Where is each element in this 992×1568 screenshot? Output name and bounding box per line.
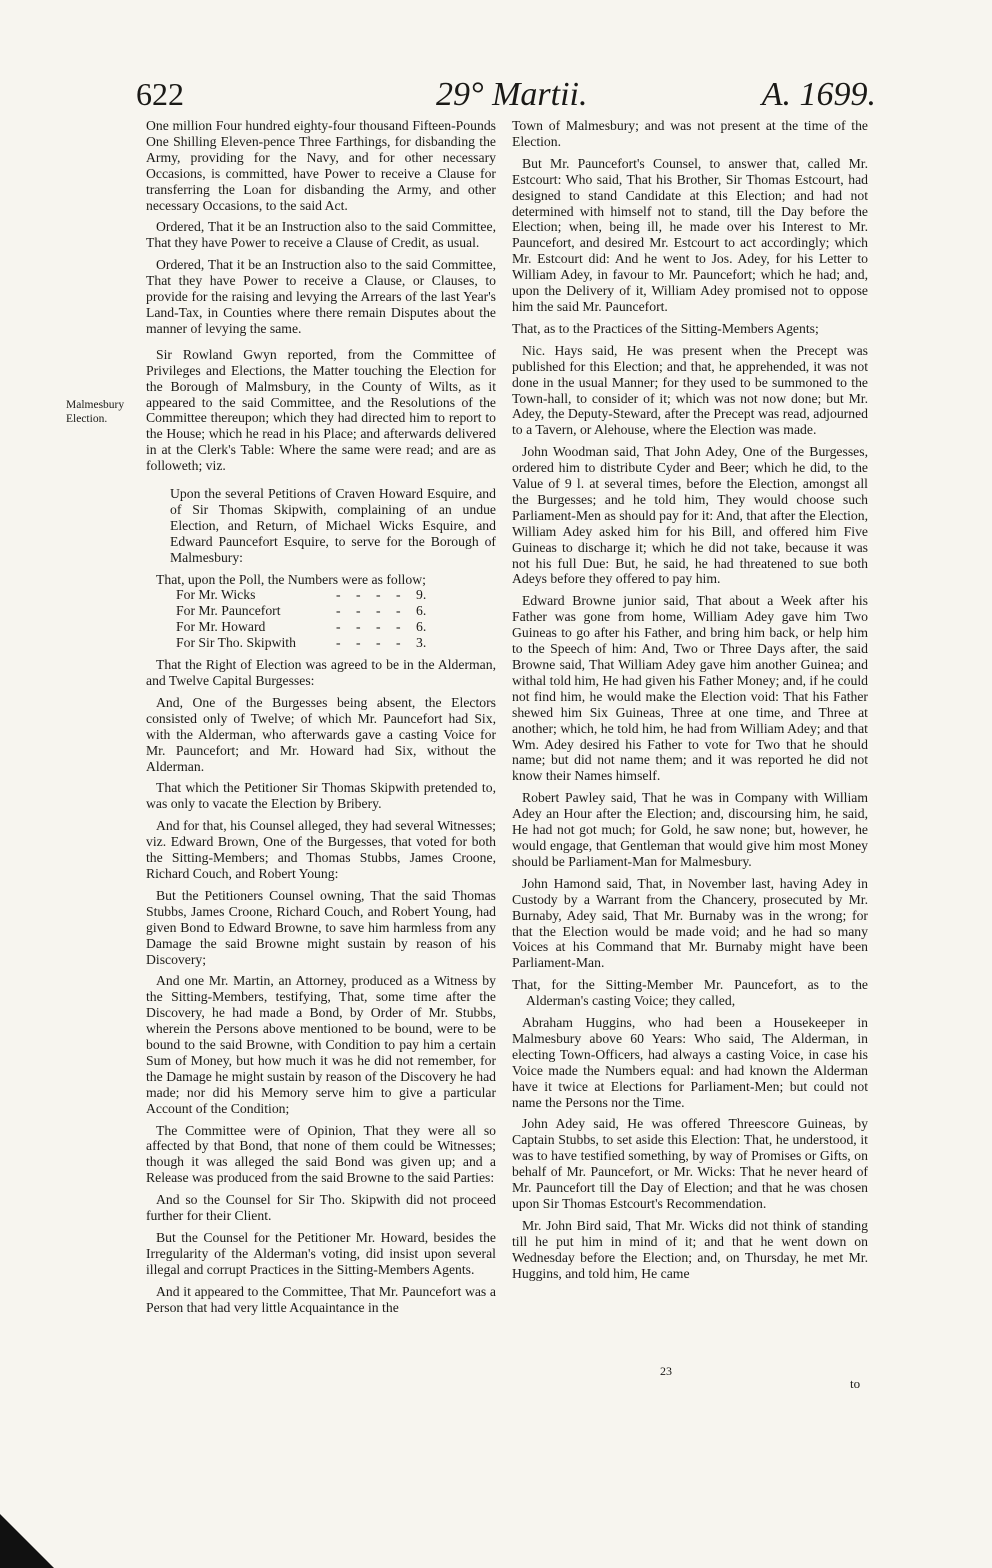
- paragraph: Upon the several Petitions of Craven Howard Esquire, and of Sir Thomas Skipwith, complaining of an undue Election, and Return, of Michael Wicks Esquire, and Edward Pauncefort Esquire, to serve for the Borough of Malmesbury:: [170, 486, 496, 565]
- poll-table: [176, 587, 496, 651]
- paragraph: John Hamond said, That, in November last, having Adey in Custody by a Warrant from the Chancery, prosecuted by Mr. Burnaby, Adey said, That Mr. Burnaby was in the wrong; for that the Election would be made void; and he had so many Voices at his Command that Mr. Burnaby might have been Parliament-Man.: [512, 875, 868, 971]
- poll-votes: 9.: [416, 587, 427, 603]
- poll-votes: 6.: [416, 619, 427, 635]
- catchword: to: [850, 1376, 861, 1391]
- paragraph: That, as to the Practices of the Sitting-Members Agents;: [512, 320, 819, 336]
- paragraph: Nic. Hays said, He was present when the Precept was published for this Election; and that, he apprehended, it was not done in the usual Manner; for they used to be summoned to the Town-hall, to consider of it; which was not now done; but Mr. Adey, the Deputy-Steward, after the Precept was read, adjourned to a Tavern, or Alehouse, where the Election was made.: [512, 342, 868, 438]
- paragraph: And so the Counsel for Sir Tho. Skipwith did not proceed further for their Client.: [146, 1192, 496, 1224]
- paragraph: John Woodman said, That John Adey, One of the Burgesses, ordered him to distribute Cyder and Beer; which he did, to the Value of 9 l. at several times, before the Election, amongst all the Burgesses; and he told him, They would choose such Parliament-Men as should pay for it: And, that after the Election, William Adey asked him for his Bill, and offered him Five Guineas to discharge it; which he did not take, because it was not his full Due: But, he said, he had threatened to sue both Adeys before they offered to pay him.: [512, 444, 868, 587]
- header-year: A. 1699.: [761, 76, 876, 113]
- page-header: [136, 76, 876, 122]
- paragraph: Abraham Huggins, who had been a Housekeeper in Malmesbury above 60 Years: Who said, The Alderman, in electing Town-Officers, had always a casting Voice, in case his Voice made the Numbers equal: and had known the Alderman have it twice at Elections for Parliament-Men; but could not name the Persons nor the Time.: [512, 1015, 868, 1110]
- paragraph: Ordered, That it be an Instruction also to the said Committee, That they have Power to receive a Clause of Credit, as usual.: [146, 219, 496, 251]
- left-column: [146, 118, 496, 1322]
- paragraph: Town of Malmesbury; and was not present at the time of the Election.: [512, 118, 868, 149]
- poll-name: For Sir Tho. Skipwith: [176, 635, 296, 651]
- paragraph: That which the Petitioner Sir Thomas Skipwith pretended to, was only to vacate the Election by Bribery.: [146, 780, 496, 812]
- poll-row: [176, 619, 446, 635]
- signature-mark: 23: [660, 1364, 672, 1378]
- paragraph: Mr. John Bird said, That Mr. Wicks did not think of standing till he put him in mind of it; and that he went down on Wednesday before the Election; and, on Thursday, he met Mr. Huggins, and told him, He came: [512, 1217, 868, 1281]
- poll-votes: 6.: [416, 603, 427, 619]
- page-number: 622: [136, 76, 184, 112]
- paragraph: And, One of the Burgesses being absent, the Electors consisted only of Twelve; of which Mr. Pauncefort had Six, with the Alderman, who afterwards gave a casting Voice for Mr. Pauncefort; and Mr. Howard had Six, without the Alderman.: [146, 694, 496, 774]
- paragraph: But the Petitioners Counsel owning, That the said Thomas Stubbs, James Croone, Richard Couch, and Robert Young, had given Bond to Edward Browne, to save him harmless from any Damage the said Browne might sustain by reason of his Discovery;: [146, 887, 496, 967]
- poll-name: For Mr. Pauncefort: [176, 603, 281, 619]
- paragraph: Robert Pawley said, That he was in Company with William Adey an Hour after the Election; and, discoursing him, he said, He had not got much; for Gold, he saw none; but, however, he would engage, that Gentleman that would give him most Money should be Parliament-Man for Malmesbury.: [512, 790, 868, 869]
- poll-leader: - - - -: [336, 619, 407, 635]
- paragraph: One million Four hundred eighty-four thousand Fifteen-Pounds One Shilling Eleven-pence Three Farthings, for disbanding the Army, providing for the Navy, and for other necessary Occasions, is committed, have Power to receive a Clause for transferring the Loan for disbanding the Army, and other necessary Occasions, to the said Act.: [146, 118, 496, 213]
- paragraph: John Adey said, He was offered Threescore Guineas, by Captain Stubbs, to set aside this Election: That, he understood, it was to have testified something, by way of Promises or Gifts, on behalf of Mr. Pauncefort, or Mr. Wicks: That he never heard of Mr. Pauncefort till the Day of Election; and that he was chosen upon Sir Thomas Estcourt's Recommendation.: [512, 1116, 868, 1211]
- paragraph: Edward Browne junior said, That about a Week after his Father was gone from home, William Adey gave him Two Guineas to go after his Father, and bring him back, or help him to the Speech of him: And, Two or Three Days after, the said Browne said, That William Adey gave him another Guinea; and withal told him, He had given his Father Money; and, if he could not find him, he would make the Election void: That his Father shewed him Six Guineas, Three at one time, and Three at another; which, he told him, he had from William Adey; and that Wm. Adey desired his Father to vote for Two that he should name; but did not name them; and it was reported he did not know their Names himself.: [512, 593, 868, 784]
- poll-name: For Mr. Howard: [176, 619, 266, 635]
- paragraph: That, for the Sitting-Member Mr. Pauncefort, as to the Alderman's casting Voice; they called,: [512, 977, 868, 1009]
- paragraph: But the Counsel for the Petitioner Mr. Howard, besides the Irregularity of the Alderman's voting, did insist upon several illegal and corrupt Practices in the Sitting-Members Agents.: [146, 1230, 496, 1277]
- poll-name: For Mr. Wicks: [176, 587, 256, 603]
- poll-leader: - - - -: [336, 603, 407, 619]
- right-column: [512, 118, 868, 1288]
- poll-leader: - - - -: [336, 635, 407, 651]
- page-corner-mark: [0, 1514, 54, 1568]
- poll-row: [176, 587, 446, 603]
- poll-row: [176, 603, 446, 619]
- poll-leader: - - - -: [336, 587, 407, 603]
- poll-row: [176, 635, 446, 651]
- paragraph: But Mr. Pauncefort's Counsel, to answer that, called Mr. Estcourt: Who said, That his Brother, Sir Thomas Estcourt, had designed to stand Candidate at this Election; and had not determined with himself not to stand, till the Day before the Election; when, being ill, he made over his Interest to Mr. Pauncefort, and desired Mr. Estcourt to act accordingly; which Mr. Estcourt did: And he went to Jos. Adey, for his Letter to William Adey, in favour to Mr. Pauncefort; which he had; and, upon the Delivery of it, William Adey promised not to oppose him the said Mr. Pauncefort.: [512, 155, 868, 314]
- poll-votes: 3.: [416, 635, 427, 651]
- paragraph: And it appeared to the Committee, That Mr. Pauncefort was a Person that had very little Acquaintance in the: [146, 1283, 496, 1315]
- paragraph: And one Mr. Martin, an Attorney, produced as a Witness by the Sitting-Members, testifying, That, some time after the Discovery, he had made a Bond, by Order of Mr. Stubbs, wherein the Persons above mentioned to be bound, were to be bound to the said Browne, with Condition to pay him a certain Sum of Money, but how much it was he did not remember, for the Damage he might sustain by reason of the Discovery he had made; nor did his Memory serve him to give a particular Account of the Condition;: [146, 973, 496, 1116]
- paragraph: And for that, his Counsel alleged, they had several Witnesses; viz. Edward Brown, One of the Burgesses, that voted for both the Sitting-Members; and Thomas Stubbs, James Croone, Richard Couch, and Robert Young:: [146, 818, 496, 881]
- header-date: 29° Martii.: [436, 76, 588, 113]
- paragraph: The Committee were of Opinion, That they were all so affected by that Bond, that none of them could be Witnesses; though it was alleged the said Bond was given up; and a Release was produced from the said Browne to the said Parties:: [146, 1122, 496, 1186]
- margin-note: Malmesbury Election.: [66, 399, 125, 425]
- paragraph: Ordered, That it be an Instruction also to the said Committee, That they have Power to receive a Clause, or Clauses, to provide for the raising and levying the Arrears of the last Year's Land-Tax, in Counties where there remain Disputes about the manner of levying the same.: [146, 257, 496, 336]
- paragraph: That, upon the Poll, the Numbers were as follow;: [156, 571, 426, 587]
- paragraph: That the Right of Election was agreed to be in the Alderman, and Twelve Capital Burgesses:: [146, 657, 496, 688]
- paragraph: Sir Rowland Gwyn reported, from the Committee of Privileges and Elections, the Matter touching the Election for the Borough of Malmsbury, in the County of Wilts, as it appeared to the said Committee, and the Resolutions of the Committee thereupon; which they had directed him to report to the House; which he read in his Place; and afterwards delivered in at the Clerk's Table: Where the same were read; and are as followeth; viz.: [146, 346, 496, 474]
